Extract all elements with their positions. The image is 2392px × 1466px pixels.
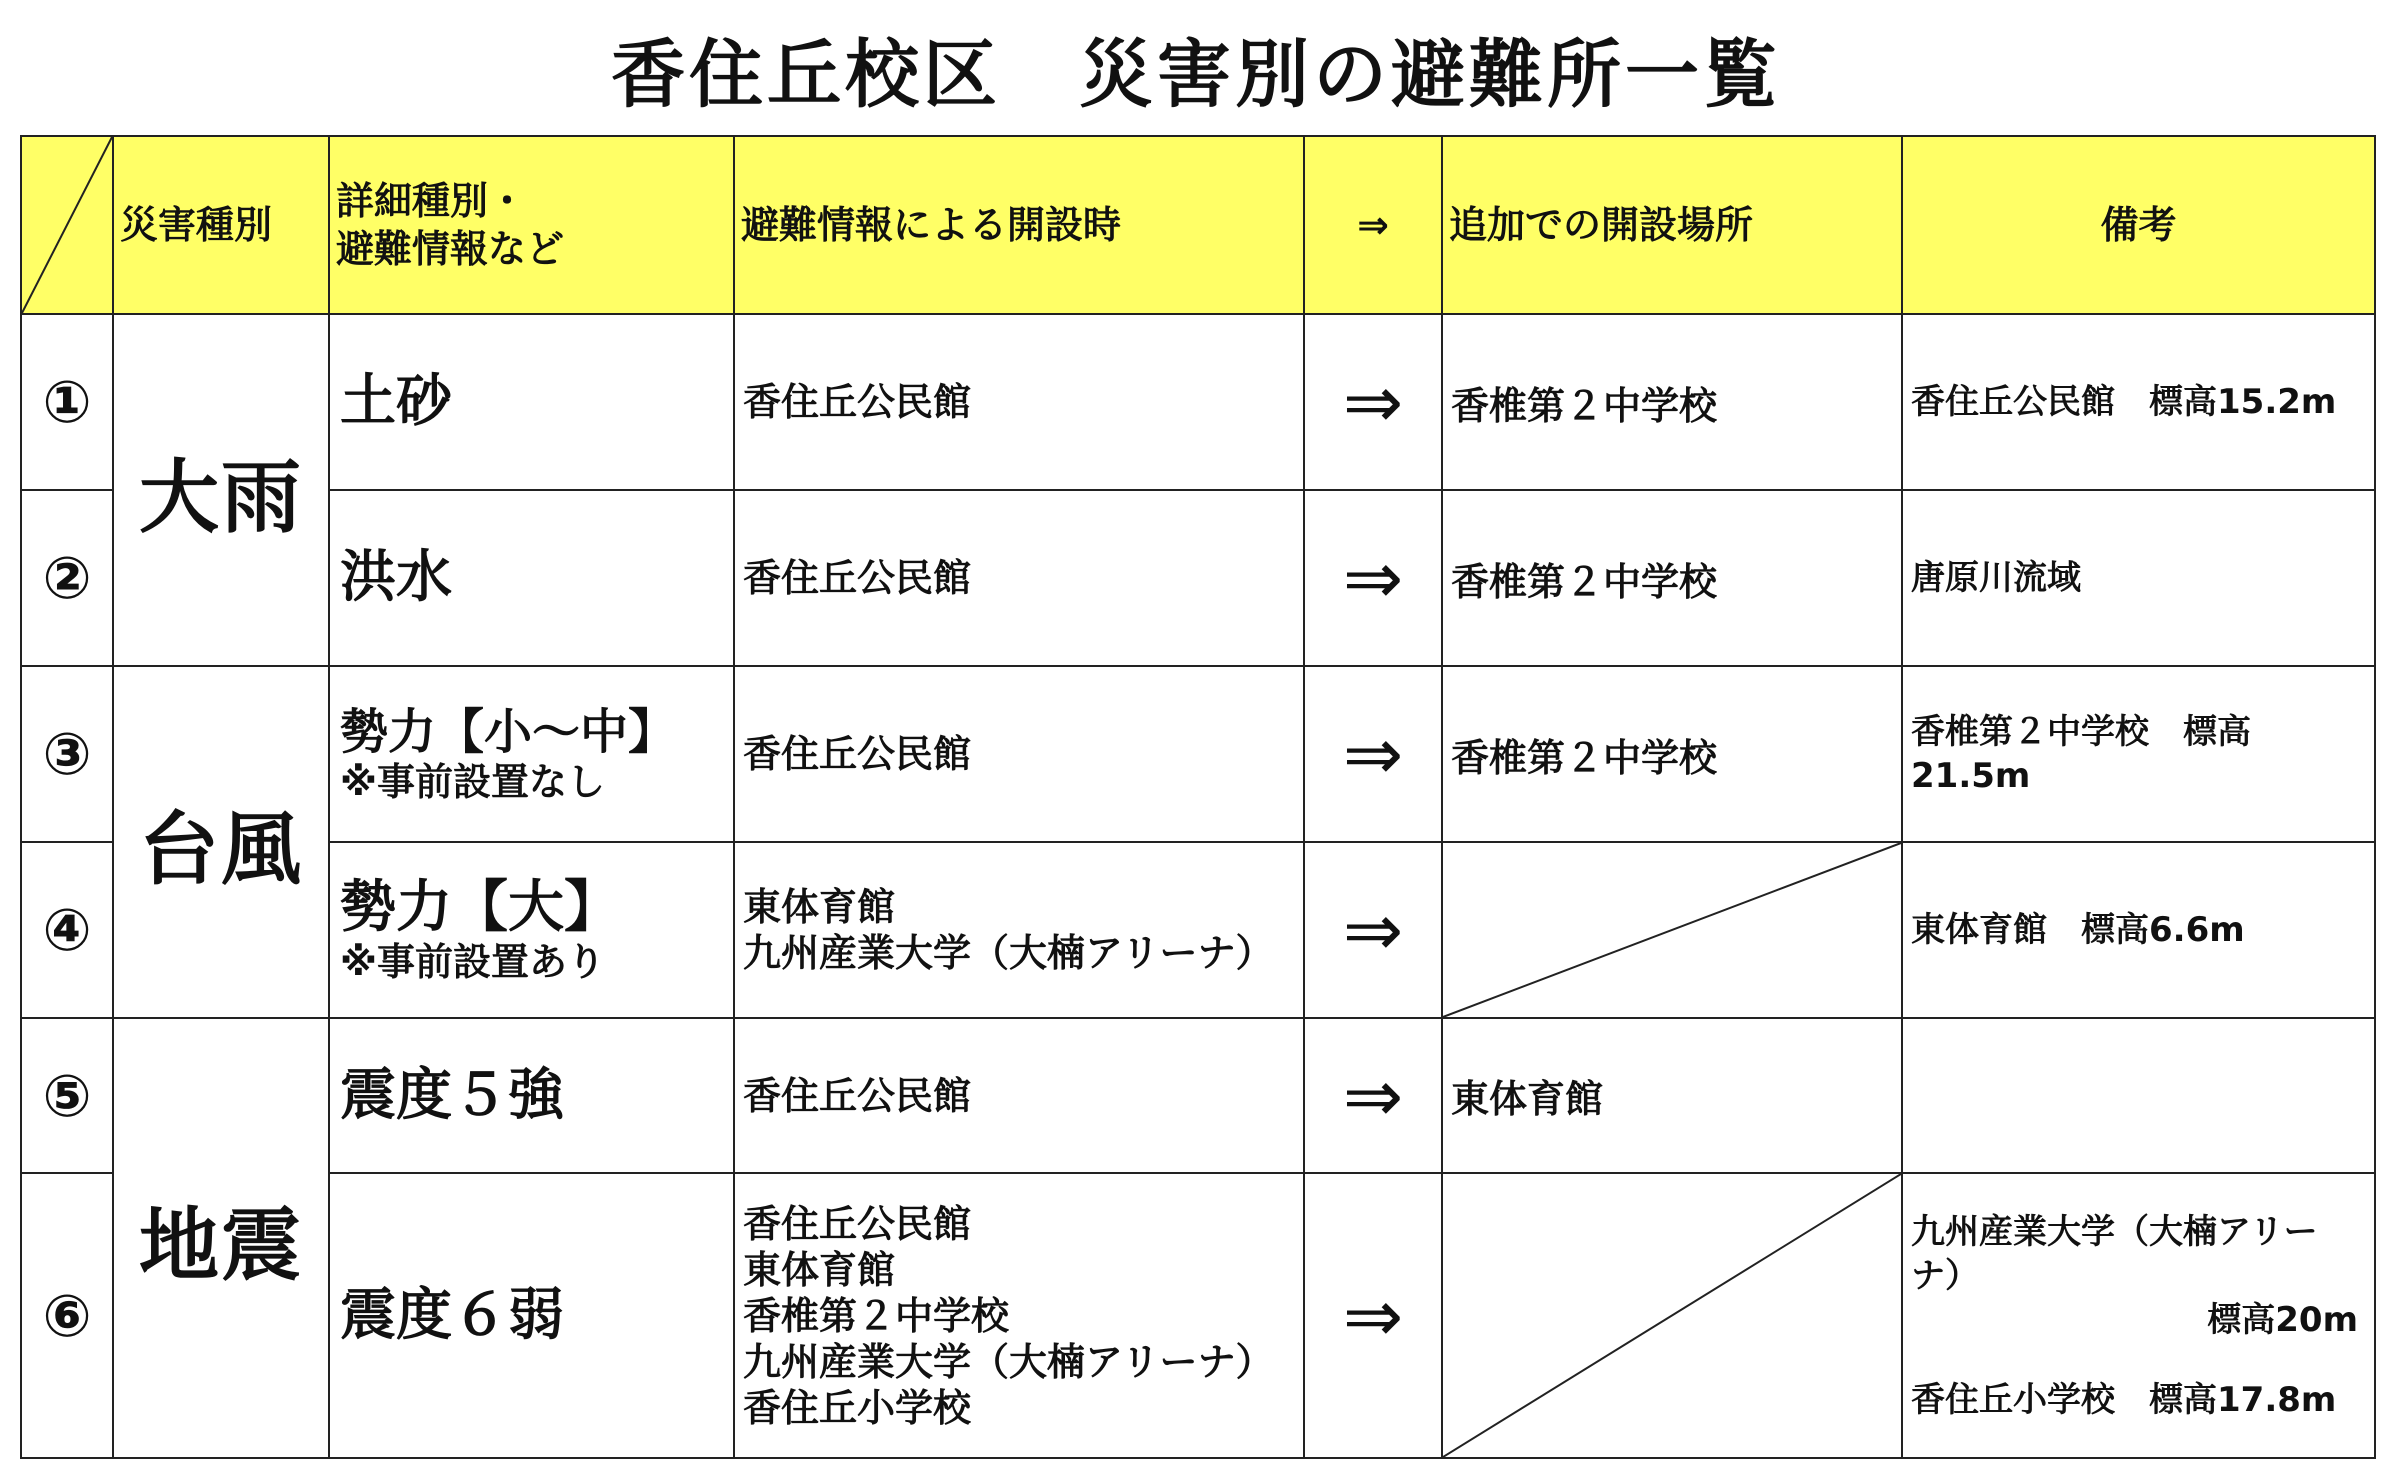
open-place: 香椎第２中学校 xyxy=(743,1293,1010,1338)
header-additional: 追加での開設場所 xyxy=(1442,136,1902,314)
row-number: ① xyxy=(21,314,113,490)
open-cell xyxy=(734,1018,1304,1173)
remarks-cell-empty xyxy=(1902,1018,2375,1173)
row-number: ⑥ xyxy=(21,1173,113,1458)
open-cell xyxy=(734,1173,1304,1458)
arrow-cell: ⇒ xyxy=(1304,1173,1442,1458)
additional-cell: 香椎第２中学校 xyxy=(1442,490,1902,666)
detail-cell: 震度６弱 xyxy=(329,1173,734,1458)
additional-cell: 香椎第２中学校 xyxy=(1442,666,1902,842)
open-place: 東体育館 xyxy=(743,1247,896,1292)
remark-text: 香椎第２中学校 標高21.5m xyxy=(1911,712,2251,796)
header-open-by-info: 避難情報による開設時 xyxy=(734,136,1304,314)
additional-cell: 東体育館 xyxy=(1442,1018,1902,1173)
arrow-cell: ⇒ xyxy=(1304,314,1442,490)
detail-note: ※事前設置あり xyxy=(340,940,605,984)
open-place: 香住丘公民館 xyxy=(743,1201,972,1246)
open-cell xyxy=(734,666,1304,842)
detail-note: ※事前設置なし xyxy=(340,760,605,804)
open-place: 東体育館 xyxy=(743,885,896,929)
open-place: 香住丘公民館 xyxy=(743,380,972,424)
header-disaster-type: 災害種別 xyxy=(113,136,329,314)
arrow-cell: ⇒ xyxy=(1304,1018,1442,1173)
arrow-cell: ⇒ xyxy=(1304,842,1442,1018)
remark-text: 香住丘公民館 標高15.2m xyxy=(1911,382,2337,422)
remarks-cell xyxy=(1902,490,2375,666)
row-number: ⑤ xyxy=(21,1018,113,1173)
additional-cell: 香椎第２中学校 xyxy=(1442,314,1902,490)
open-cell xyxy=(734,314,1304,490)
open-place: 九州産業大学（大楠アリーナ） xyxy=(743,1339,1274,1384)
detail-main: 勢力【大】 xyxy=(340,875,620,940)
table-row xyxy=(21,666,2375,842)
open-place: 香住丘公民館 xyxy=(743,556,972,600)
table-row xyxy=(21,314,2375,490)
detail-cell: 洪水 xyxy=(329,490,734,666)
open-cell xyxy=(734,490,1304,666)
row-number: ② xyxy=(21,490,113,666)
additional-cell-empty xyxy=(1442,842,1902,1018)
remark-text: 香住丘小学校 標高17.8m xyxy=(1911,1379,2337,1420)
row-number: ③ xyxy=(21,666,113,842)
table-row xyxy=(21,490,2375,666)
category-heavy-rain: 大雨 xyxy=(113,314,329,666)
shelter-table xyxy=(20,135,2376,1459)
remark-text: 東体育館 標高6.6m xyxy=(1911,910,2245,950)
remark-text: 九州産業大学（大楠アリーナ） xyxy=(1911,1211,2318,1296)
header-detail-line1: 詳細種別・ xyxy=(336,179,527,223)
row-number: ④ xyxy=(21,842,113,1018)
header-arrow: ⇒ xyxy=(1304,136,1442,314)
detail-main: 勢力【小～中】 xyxy=(340,704,677,760)
remarks-cell xyxy=(1902,842,2375,1018)
detail-cell: 震度５強 xyxy=(329,1018,734,1173)
remarks-cell xyxy=(1902,314,2375,490)
table-row xyxy=(21,842,2375,1018)
corner-cell xyxy=(21,136,113,314)
remarks-cell xyxy=(1902,1173,2375,1458)
remark-text: 唐原川流域 xyxy=(1911,558,2081,598)
arrow-cell: ⇒ xyxy=(1304,490,1442,666)
diagonal-line xyxy=(1443,1174,1901,1457)
table-row xyxy=(21,1173,2375,1458)
detail-cell xyxy=(329,842,734,1018)
header-remarks: 備考 xyxy=(1902,136,2375,314)
header-detail-line2: 避難情報など xyxy=(336,227,565,271)
remarks-cell xyxy=(1902,666,2375,842)
header-row xyxy=(21,136,2375,314)
detail-cell: 土砂 xyxy=(329,314,734,490)
arrow-cell: ⇒ xyxy=(1304,666,1442,842)
table-row xyxy=(21,1018,2375,1173)
remark-spacer xyxy=(1911,1342,2368,1378)
diagonal-line xyxy=(22,137,112,313)
diagonal-line xyxy=(1443,843,1901,1017)
open-cell xyxy=(734,842,1304,1018)
detail-cell xyxy=(329,666,734,842)
open-place: 九州産業大学（大楠アリーナ） xyxy=(743,931,1274,975)
additional-cell-empty xyxy=(1442,1173,1902,1458)
open-place: 香住丘公民館 xyxy=(743,732,972,776)
open-place: 香住丘小学校 xyxy=(743,1385,972,1430)
category-typhoon: 台風 xyxy=(113,666,329,1018)
page-title: 香住丘校区 災害別の避難所一覧 xyxy=(611,32,1781,118)
category-earthquake: 地震 xyxy=(113,1018,329,1458)
header-detail xyxy=(329,136,734,314)
remark-elevation: 標高20m xyxy=(2207,1299,2358,1340)
open-place: 香住丘公民館 xyxy=(743,1073,972,1118)
